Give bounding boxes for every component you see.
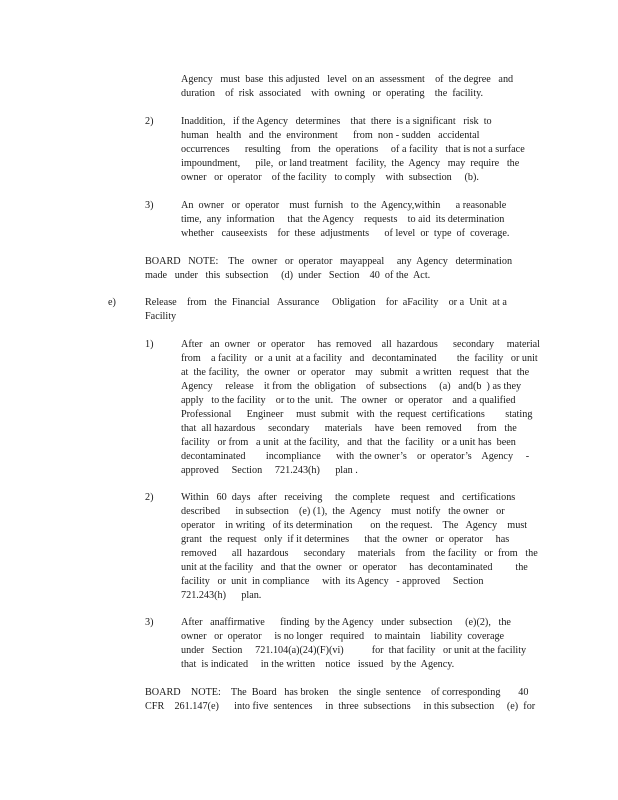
text-line: Agency release it from the obligation of subsections (a) and(b ) as they — [181, 381, 522, 392]
text-line: An owner or operator must furnish to the Agency,within a reasonable — [181, 200, 507, 211]
text-line: whether causeexists for these adjustments of level or type of coverage. — [181, 228, 510, 239]
text-line: After anaffirmative finding by the Agency under subsection (e)(2), the — [181, 617, 511, 628]
board-note-line: made under this subsection (d) under Section 40 of the Act. — [145, 270, 431, 281]
text-line: at the facility, the owner or operator may submit a written request that the — [181, 367, 530, 378]
text-line: under Section 721.104(a)(24)(F)(vi) for that facility or unit at the facility — [181, 645, 527, 656]
board-note-line: BOARD NOTE: The owner or operator mayappeal any Agency determination — [145, 256, 513, 267]
text-line: described in subsection (e) (1), the Agency must notify the owner or — [181, 506, 505, 517]
text-line: decontaminated incompliance with the owner’s or operator’s Agency - — [181, 451, 530, 462]
text-line: apply to the facility or to the unit. The owner or operator and a qualified — [181, 395, 516, 406]
text-line: impoundment, pile, or land treatment facility, the Agency may require the — [181, 158, 520, 169]
text-line: owner or operator of the facility to comply with subsection (b). — [181, 172, 479, 183]
text-line: unit at the facility and that the owner or operator has decontaminated the — [181, 562, 528, 573]
text-line: Professional Engineer must submit with the request certifications stating — [181, 409, 533, 420]
text-line: time, any information that the Agency requests to aid its determination — [181, 214, 505, 225]
text-line: owner or operator is no longer required to maintain liability coverage — [181, 631, 505, 642]
item-label: 3) — [145, 200, 154, 211]
board-note-line: CFR 261.147(e) into five sentences in three subsections in this subsection (e) for — [145, 701, 536, 712]
text-line: that all hazardous secondary materials have been removed from the — [181, 423, 517, 434]
text-line: 721.243(h) plan. — [181, 590, 262, 601]
item-label: 3) — [145, 617, 154, 628]
board-note-line: BOARD NOTE: The Board has broken the single sentence of corresponding 40 — [145, 687, 529, 698]
text-line: facility or from a unit at the facility, and that the facility or a unit has been — [181, 437, 516, 448]
section-heading-line: Release from the Financial Assurance Obligation for aFacility or a Unit at a — [145, 297, 507, 308]
text-line: duration of risk associated with owning or operating the facility. — [181, 88, 484, 99]
text-line: occurrences resulting from the operations of a facility that is not a surface — [181, 144, 525, 155]
text-line: Inaddition, if the Agency determines that there is a significant risk to — [181, 116, 492, 127]
text-line: After an owner or operator has removed all hazardous secondary material — [181, 339, 540, 350]
text-line: facility or unit in compliance with its Agency - approved Section — [181, 576, 484, 587]
item-label: 1) — [145, 339, 154, 350]
item-label: 2) — [145, 116, 154, 127]
text-line: from a facility or a unit at a facility and decontaminated the facility or unit — [181, 353, 538, 364]
text-line: grant the request only if it determines that the owner or operator has — [181, 534, 510, 545]
item-label: 2) — [145, 492, 154, 503]
section-label: e) — [108, 297, 116, 308]
text-line: operator in writing of its determination on the request. The Agency must — [181, 520, 528, 531]
text-line: removed all hazardous secondary materials from the facility or from the — [181, 548, 538, 559]
text-line: approved Section 721.243(h) plan . — [181, 465, 358, 476]
text-line: Agency must base this adjusted level on an assessment of the degree and — [181, 74, 514, 85]
text-line: that is indicated in the written notice issued by the Agency. — [181, 659, 455, 670]
text-line: Within 60 days after receiving the complete request and certifications — [181, 492, 516, 503]
text-line: human health and the environment from non - sudden accidental — [181, 130, 480, 141]
section-heading-line: Facility — [145, 311, 177, 322]
